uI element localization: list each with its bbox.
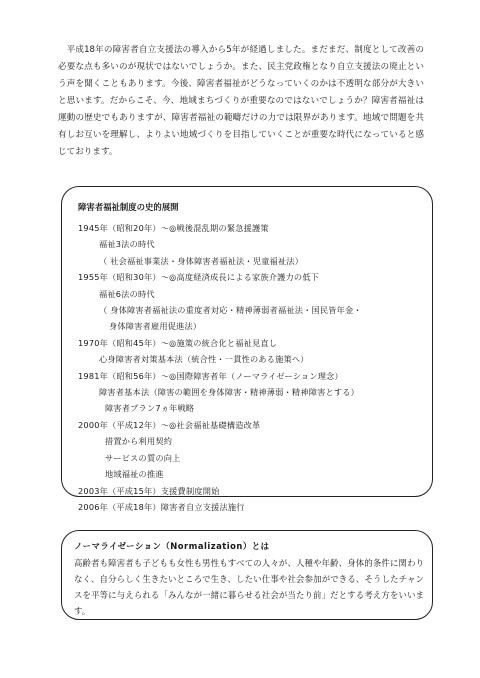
history-row: 1981年（昭和56年）～◎国際障害者年（ノーマライゼーション理念）	[78, 370, 343, 381]
normalization-text: 高齢者も障害者も子どもも女性も男性もすべての人々が、人種や年齢、身体的条件に関わりなく、自分らしく生きたいところで生き、したい仕事や社会参加ができる、そうしたチャンスを平等に与えられる「みんなが一緒に暮らせる社会が当たり前」だとする考え方をいいます。	[74, 558, 424, 616]
history-row: 2006年（平成18年）障害者自立支援法施行	[78, 501, 245, 512]
normalization-box	[61, 530, 433, 620]
history-timeline	[78, 220, 432, 515]
history-row: （ 身体障害者福祉法の重度者対応・精神薄弱者福祉法・国民皆年金・	[99, 305, 362, 316]
history-row: （ 社会福祉事業法・身体障害者福祉法・児童福祉法）	[99, 255, 304, 266]
history-row: 1945年（昭和20年）～◎戦後混乱期の緊急援護策	[78, 223, 269, 233]
intro-paragraph	[58, 42, 424, 161]
history-row: 身体障害者雇用促進法）	[109, 321, 202, 332]
history-row: 2000年（平成12年）～◎社会福祉基礎構造改革	[78, 419, 261, 430]
history-row: 1970年（昭和45年）～◎施策の統合化と福祉見直し	[78, 337, 278, 348]
history-row: 福祉3法の時代	[99, 239, 155, 250]
history-box	[61, 186, 433, 512]
history-row: 障害者プラン7ヵ年戦略	[105, 403, 195, 414]
normalization-body	[74, 555, 424, 619]
history-row: 心身障害者対策基本法（統合性・一貫性のある施策へ）	[99, 354, 309, 365]
normalization-title: ノーマライゼーション（Normalization）とは	[74, 541, 270, 551]
history-row: サービスの質の向上	[105, 452, 181, 463]
history-row: 障害者基本法（障害の範囲を身体障害・精神薄弱・精神障害とする）	[99, 387, 360, 398]
history-row: 1955年（昭和30年）～◎高度経済成長による家族介護力の低下	[78, 272, 320, 283]
intro-text: 平成18年の障害者自立支援法の導入から5年が経過しました。まだまだ、制度として改善の必要な点も多いのが現状ではないでしょうか。また、民主党政権となり自立支援法の廃止という声を聞くこともあります。今後、障害者福祉がどうなっていくのかは不透明な部分が大きいと思います。だからこそ、今、地域まちづくりが重要なのではないでしょうか？障害者福祉は運動の歴史でもありますが、障害者福祉の範疇だけの力では限界があります。地域で問題を共有しお互いを理解し、よりよい地域づくりを目指していくことが重要な時代になっていると感じております。	[58, 45, 424, 157]
history-title: 障害者福祉制度の史的展開	[78, 202, 179, 212]
history-row: 措置から利用契約	[105, 436, 173, 447]
history-row: 2003年（平成15年）支援費制度開始	[78, 485, 220, 496]
history-row: 地域福祉の推進	[105, 469, 164, 480]
history-row: 福祉6法の時代	[99, 288, 155, 299]
